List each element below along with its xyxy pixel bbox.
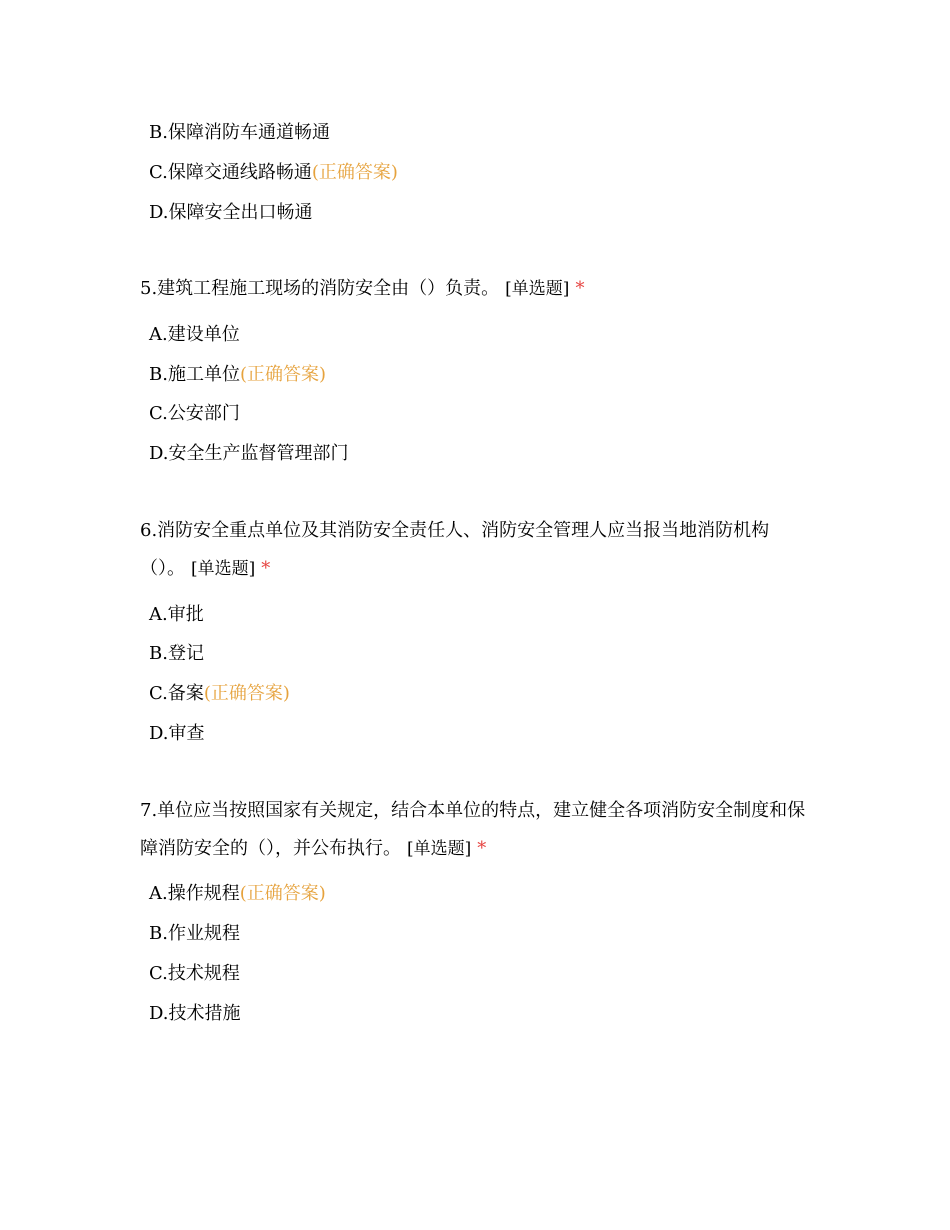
option-d <box>149 442 349 466</box>
option-text: C.技术规程 <box>149 963 240 984</box>
question-text: 7.单位应当按照国家有关规定，结合本单位的特点，建立健全各项消防安全制度和保障消防安全的（），并公布执行。 <box>140 800 806 859</box>
option-text: B.保障消防车通道畅通 <box>149 122 330 143</box>
option-text: B.施工单位 <box>149 364 240 385</box>
option-text: C.公安部门 <box>149 403 240 424</box>
option-b <box>149 363 326 387</box>
option-c <box>149 682 290 706</box>
question-title <box>140 512 800 588</box>
question-text: 5.建筑工程施工现场的消防安全由（）负责。 <box>140 278 500 299</box>
option-b <box>149 121 330 145</box>
correct-answer-tag: (正确答案) <box>239 883 326 904</box>
option-text: D.技术措施 <box>149 1003 241 1024</box>
option-c <box>149 402 240 426</box>
correct-answer-tag: (正确答案) <box>311 162 398 183</box>
option-text: B.作业规程 <box>149 923 240 944</box>
required-mark: * <box>477 838 487 859</box>
option-text: A.操作规程 <box>149 883 240 904</box>
option-text: C.保障交通线路畅通 <box>149 162 312 183</box>
option-text: D.审查 <box>149 723 205 744</box>
option-b <box>149 922 240 946</box>
question-title <box>140 270 820 308</box>
correct-answer-tag: (正确答案) <box>239 364 326 385</box>
correct-answer-tag: (正确答案) <box>203 683 290 704</box>
option-a <box>149 882 326 906</box>
question-title <box>140 792 820 868</box>
question-type-label: [单选题] <box>407 839 472 859</box>
required-mark: * <box>261 558 271 579</box>
option-d <box>149 1002 241 1026</box>
question-type-label: [单选题] <box>505 279 570 299</box>
option-text: D.安全生产监督管理部门 <box>149 443 349 464</box>
question-type-label: [单选题] <box>191 559 256 579</box>
option-c <box>149 161 398 185</box>
question-text: 6.消防安全重点单位及其消防安全责任人、消防安全管理人应当报当地消防机构（）。 <box>140 520 770 579</box>
option-b <box>149 642 204 666</box>
option-c <box>149 962 240 986</box>
option-text: D.保障安全出口畅通 <box>149 202 313 223</box>
option-text: B.登记 <box>149 643 204 664</box>
option-text: A.建设单位 <box>149 324 240 345</box>
option-a <box>149 323 240 347</box>
option-d <box>149 722 205 746</box>
required-mark: * <box>575 278 585 299</box>
option-a <box>149 603 204 627</box>
option-text: A.审批 <box>149 604 204 625</box>
option-text: C.备案 <box>149 683 204 704</box>
option-d <box>149 201 313 225</box>
